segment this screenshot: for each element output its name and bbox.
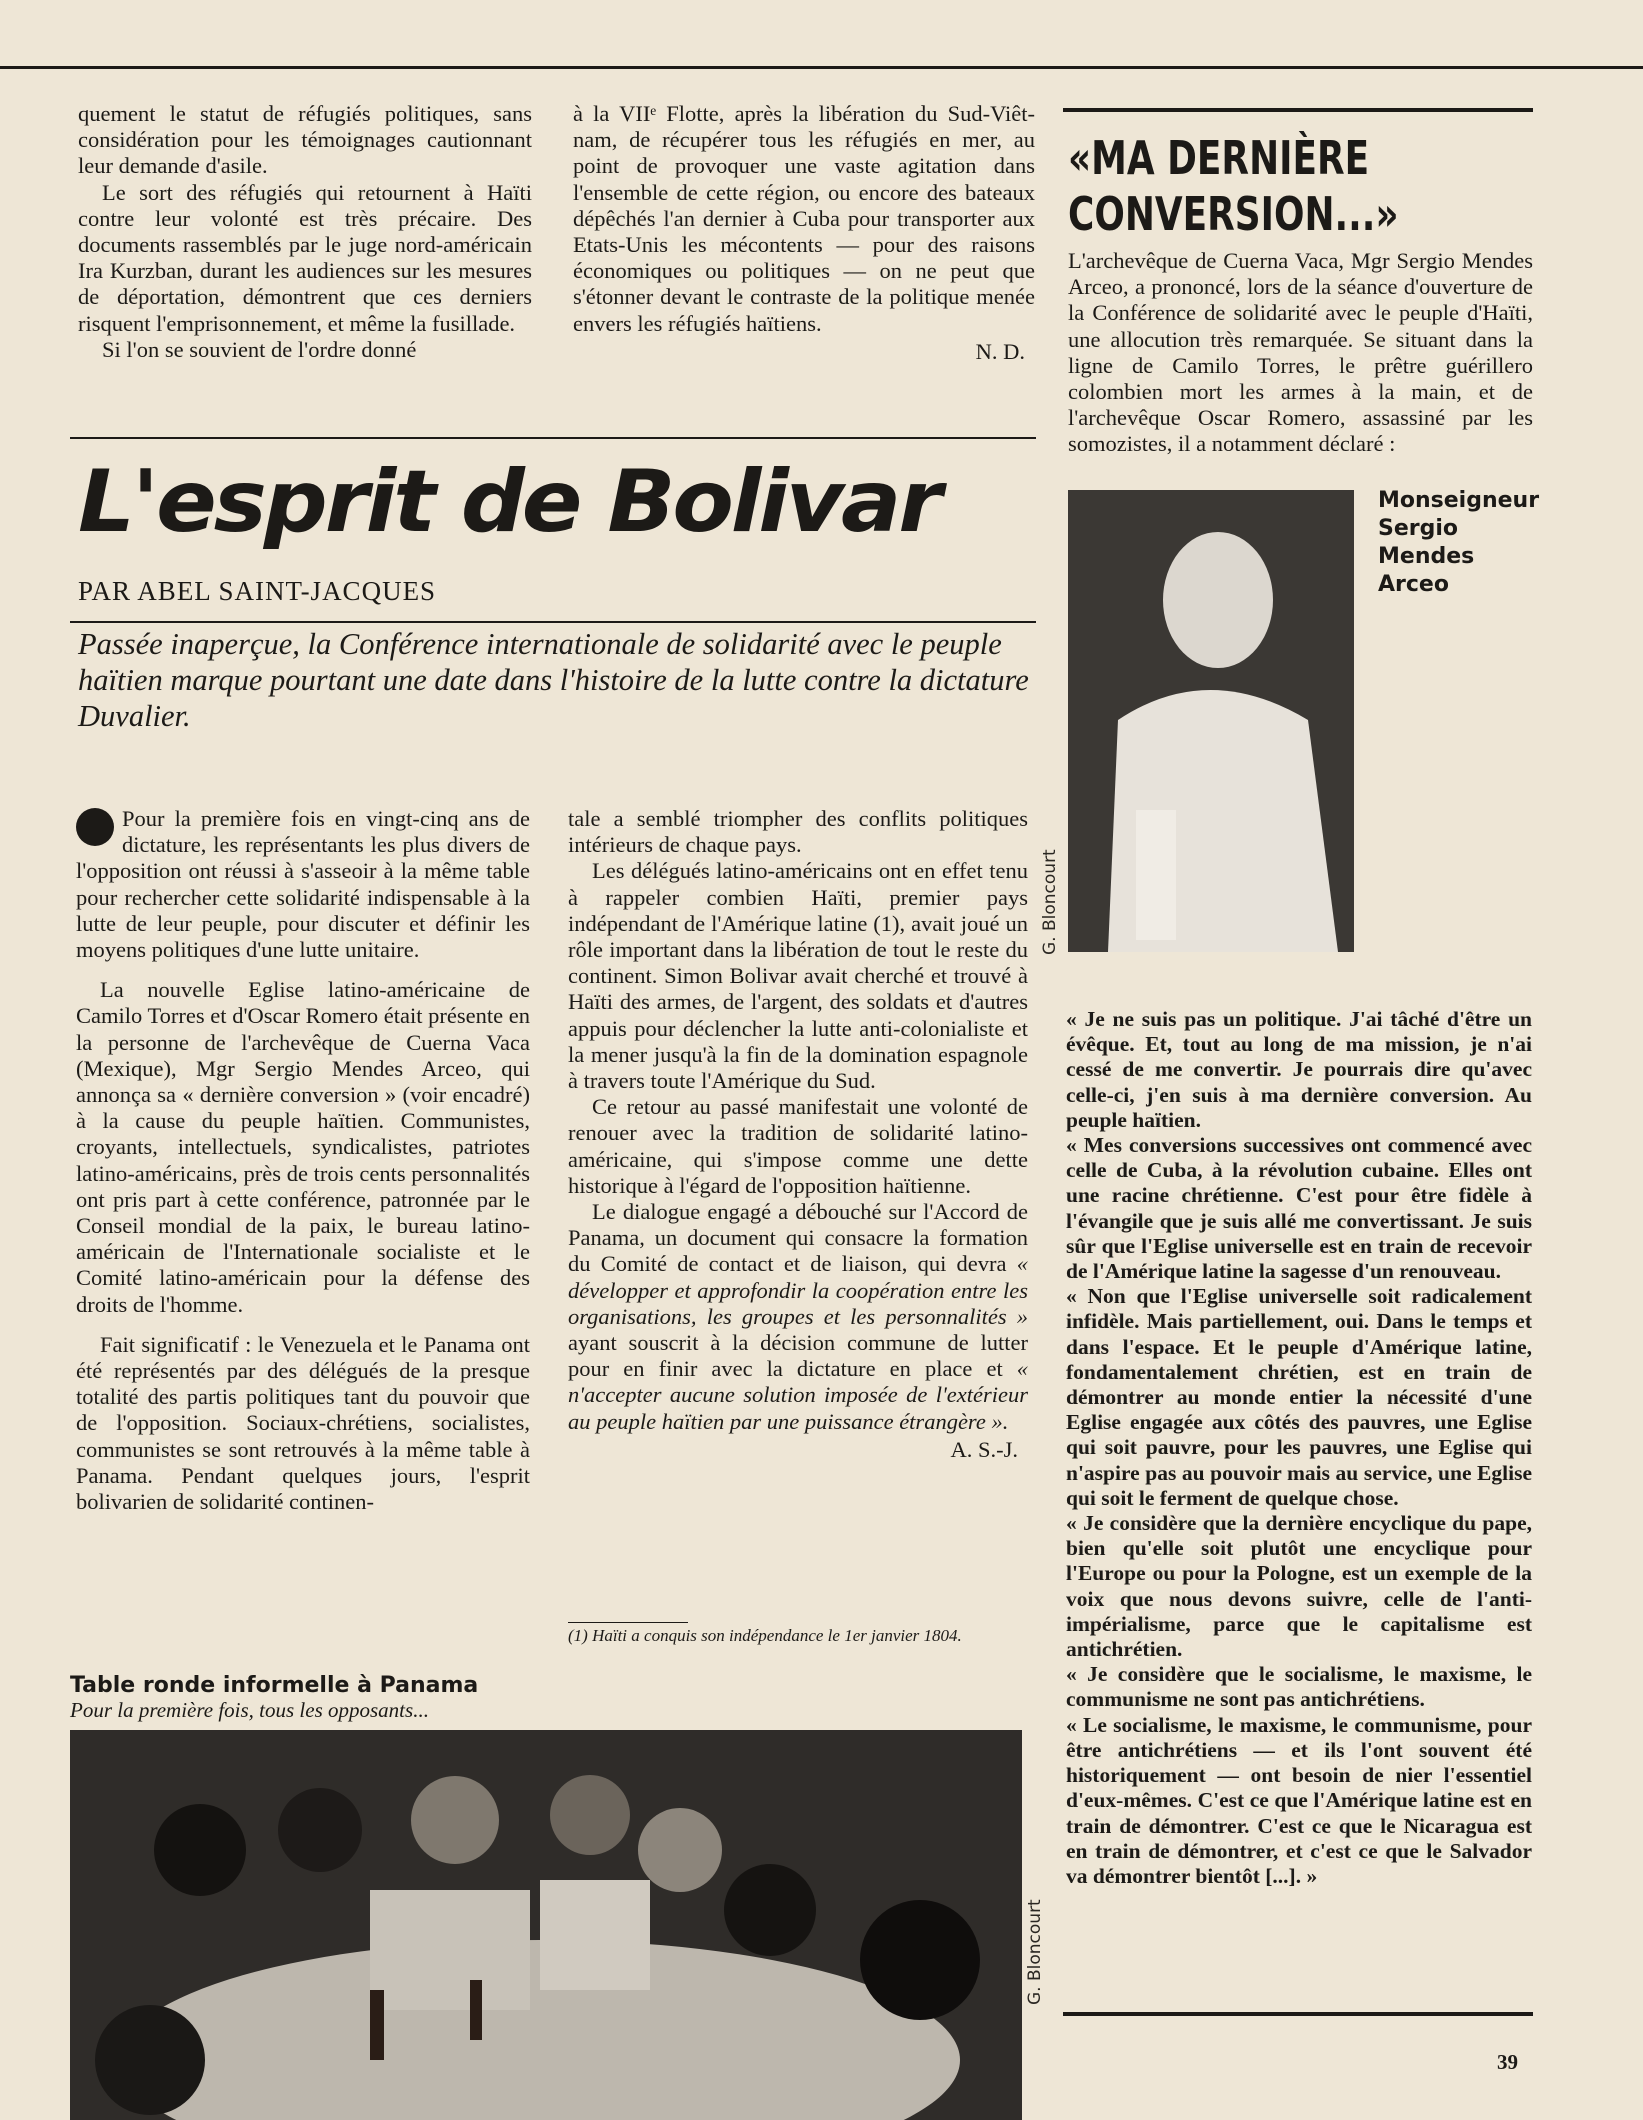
lede-rule [70,621,1036,623]
group-photo-image [70,1730,1022,2120]
paragraph: quement le statut de réfugiés politiques, sans considération pour les témoignages cautionnant leur demande d'asile. [78,101,532,179]
page-number: 39 [1497,2050,1518,2074]
sidebar-intro: L'archevêque de Cuerna Vaca, Mgr Sergio Mendes Arceo, a prononcé, lors de la séance d'ouverture de la Conférence de solidarité avec le peuple d'Haïti, une allocution très remarquée. Se situant dans la ligne de Camilo Torres, le prêtre guérillero colombien mort les armes à la main, et de l'archevêque Oscar Romero, assassiné par les somozistes, il a notamment déclaré : [1068,248,1533,457]
group-photo [70,1730,1022,2120]
paragraph: Le sort des réfugiés qui retournent à Haïti contre leur volonté est très précaire. Des documents rassemblés par le juge nord-américain Ira Kurzban, durant les audiences sur les mesures de déportation, démontrent que ces derniers risquent l'emprisonnement, et même la fusillade. [78,179,532,336]
portrait-caption: Monseigneur Sergio Mendes Arceo [1378,488,1540,597]
paragraph: à la VIIᵉ Flotte, après la libération du Sud-Viêt-nam, de récupérer tous les réfugiés en mer, au point de provoquer une vaste agitation dans l'ensemble de cette région, ou encore des bateaux dépêchés l'an dernier à Cuba pour transporter aux Etats-Unis les mécontents — pour des raisons économiques ou politiques — on ne peut que s'étonner devant le contraste de la politique menée envers les réfugiés haïtiens. [573,101,1035,336]
paragraph: Ce retour au passé manifestait une volonté de renouer avec la tradition de solidarité latino-américaine, qui s'impose comme une dette historique à l'égard de l'opposition haïtienne. [568,1094,1028,1198]
top-rule [0,66,1643,69]
sidebar-heading: «MA DERNIÈRE CONVERSION...» [1068,131,1399,241]
quote-paragraph: « Je considère que la dernière encyclique du pape, bien qu'elle soit plutôt une encyclique pour l'Europe ou pour la Pologne, est un exemple de la voix que nous devons suivre, celle de l'anti-impérialisme, parce que le capitalisme est antichrétien. [1066,1511,1532,1662]
photo-caption-heading: Table ronde informelle à Panama [70,1673,479,1698]
quote-paragraph: « Je ne suis pas un politique. J'ai tâché d'être un évêque. Et, tout au long de ma mission, je n'ai cessé de me convertir. Je pourrais dire qu'avec celle-ci, j'en suis à ma dernière conversion. Au peuple haïtien. [1066,1007,1532,1132]
paragraph: Si l'on se souvient de l'ordre donné [102,336,417,362]
section-rule [70,437,1036,439]
article-signature: A. S.-J. [950,1436,1018,1462]
bullet-icon [76,808,114,846]
paragraph: tale a semblé triompher des conflits politiques intérieurs de chaque pays. [568,806,1028,858]
quote-paragraph: « Mes conversions successives ont commencé avec celle de Cuba, à la révolution cubaine. Elles ont une racine chrétienne. C'est pour être fidèle à l'évangile que je suis allé me convertissant. Je suis sûr que l'Eglise universelle est en train de recevoir de l'Amérique latine la sagesse d'un renouveau. [1066,1133,1532,1284]
footnote-rule [568,1622,688,1623]
signature: N. D. [975,338,1025,364]
photo-credit: G. Bloncourt [1025,1899,1045,2005]
sidebar-quotes [1066,1007,1532,1889]
portrait-photo [1068,490,1354,952]
sidebar-top-rule [1063,108,1533,112]
portrait-credit: G. Bloncourt [1040,849,1060,955]
portrait-image [1068,490,1354,952]
article-lede: Passée inaperçue, la Conférence internationale de solidarité avec le peuple haïtien marque pourtant une date dans l'histoire de la lutte contre la dictature Duvalier. [78,627,1029,733]
paragraph: Fait significatif : le Venezuela et le Panama ont été représentés par des délégués de la presque totalité des partis politiques tant du pouvoir que de l'opposition. Sociaux-chrétiens, socialistes, communistes se sont retrouvés à la même table à Panama. Pendant quelques jours, l'esprit bolivarien de solidarité continen- [76,1331,530,1515]
footnote: (1) Haïti a conquis son indépendance le 1er janvier 1804. [568,1626,962,1645]
byline: PAR ABEL SAINT-JACQUES [78,576,437,606]
article-right-column [568,806,1028,1463]
top-middle-column [573,101,1035,365]
top-left-column [78,101,532,363]
quote-paragraph: « Je considère que le socialisme, le maxisme, le communisme ne sont pas antichrétiens. [1066,1662,1532,1712]
article-title: L'esprit de Bolivar [78,452,940,552]
paragraph: Pour la première fois en vingt-cinq ans de dictature, les représentants les plus divers de l'opposition ont réussi à s'asseoir à la même table pour rechercher cette solidarité indispensable à la lutte de leur peuple, pour discuter et définir les moyens politiques d'une lutte unitaire. [76,806,530,963]
sidebar-bottom-rule [1063,2012,1533,2016]
paragraph: La nouvelle Eglise latino-américaine de Camilo Torres et d'Oscar Romero était présente en la personne de l'archevêque de Cuerna Vaca (Mexique), Mgr Sergio Mendes Arceo, qui annonça sa « dernière conversion » (voir encadré) à la cause du peuple haïtien. Communistes, croyants, intellectuels, syndicalistes, patriotes latino-américains, près de trois cents personnalités ont pris part à cette conférence, patronnée par le Conseil mondial de la paix, le bureau latino-américain de l'Internationale socialiste et le Comité latino-américain pour la défense des droits de l'homme. [76,977,530,1317]
paragraph: Le dialogue engagé a débouché sur l'Accord de Panama, un document qui consacre la formation du Comité de contact et de liaison, qui devra « développer et approfondir la coopération entre les organisations, les groupes et les personnalités » ayant souscrit à la décision commune de lutter pour en finir avec la dictature en place et « n'accepter aucune solution imposée de l'extérieur au peuple haïtien par une puissance étrangère ». [568,1199,1029,1434]
quote-paragraph: « Non que l'Eglise universelle soit radicalement infidèle. Mais partiellement, oui. Dans le temps et dans l'espace. Et le peuple d'Amérique latine, fondamentalement chrétien, est en train de démontrer au monde entier la nécessité d'une Eglise engagée aux côtés des pauvres, une Eglise qui soit pauvre, pour les pauvres, une Eglise qui n'aspire pas au pouvoir mais au service, une Eglise qui soit le ferment de quelque chose. [1066,1284,1532,1510]
article-left-column [76,806,530,1515]
photo-caption-subheading: Pour la première fois, tous les opposants... [70,1698,429,1722]
quote-paragraph: « Le socialisme, le maxisme, le communisme, pour être antichrétiens — et ils l'ont souvent été historiquement — ont besoin de nier l'essentiel d'eux-mêmes. C'est ce que l'Amérique latine est en train de démontrer. C'est ce que le Nicaragua est en train de démontrer, et c'est ce que le Salvador va démontrer bientôt [...]. » [1066,1712,1532,1888]
paragraph: Les délégués latino-américains ont en effet tenu à rappeler combien Haïti, premier pays indépendant de l'Amérique latine (1), avait joué un rôle important dans la libération de tout le reste du continent. Simon Bolivar avait cherché et trouvé à Haïti des armes, de l'argent, des soldats et d'autres appuis pour déclencher la lutte anti-colonialiste et la mener jusqu'à la fin de la domination espagnole à travers toute l'Amérique du Sud. [568,858,1028,1094]
